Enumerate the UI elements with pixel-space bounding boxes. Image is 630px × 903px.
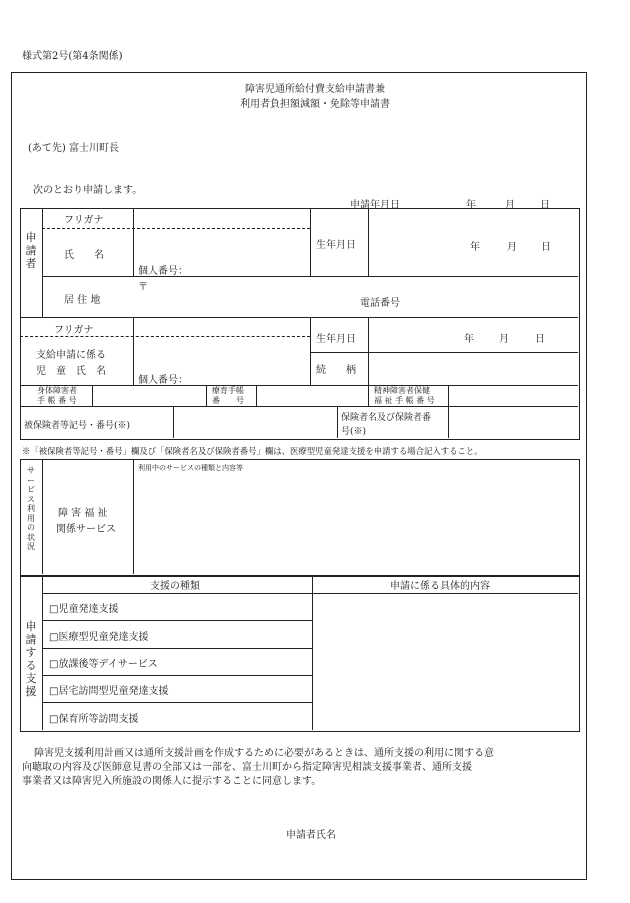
child-name-label-line2: 児 童 氏 名: [36, 366, 106, 377]
support-option-medical-child-development[interactable]: □医療型児童発達支援: [49, 632, 149, 643]
insured-number-label: 被保険者等記号・番号(※): [24, 421, 131, 431]
service-usage-section-label: サービス利用の状況: [27, 466, 35, 551]
rehab-cert-label-line2: 番 号: [212, 396, 244, 405]
mental-cert-label-line2: 福 祉 手 帳 番 号: [374, 396, 435, 405]
applicant-birth-month: 月: [507, 242, 517, 253]
support-detail-header: 申請に係る具体的内容: [390, 581, 490, 592]
support-section-label: 申請する支援: [25, 620, 37, 698]
support-option-after-school-day-service[interactable]: □放課後等デイサービス: [49, 659, 158, 670]
support-type-header: 支援の種類: [150, 581, 200, 592]
applicant-signature-label: 申請者氏名: [286, 830, 336, 841]
applicant-personal-number-label: 個人番号：: [138, 266, 188, 277]
child-birth-day: 日: [535, 334, 545, 345]
consent-line1: 障害児支援利用計画又は通所支援計画を作成するために必要があるときは、通所支援の利用に関する意: [34, 748, 494, 759]
form-title-line1: 障害児通所給付費支給申請書兼: [245, 84, 385, 95]
consent-line3: 事業者又は障害児入所施設の関係人に提示することに同意します。: [22, 776, 322, 787]
insurer-label-line2: 号(※): [341, 427, 367, 437]
applicant-furigana-label: フリガナ: [64, 215, 104, 226]
intro-text: 次のとおり申請します。: [33, 185, 143, 196]
rehab-cert-label-line1: 療育手帳: [212, 386, 244, 395]
applicant-name-label: 氏 名: [64, 250, 104, 261]
child-personal-number-label: 個人番号：: [138, 375, 188, 386]
service-category-line2: 関係サービス: [56, 524, 116, 535]
physical-cert-label-line2: 手 帳 番 号: [37, 396, 77, 405]
date-day: 日: [540, 200, 550, 211]
date-month: 月: [505, 200, 515, 211]
phone-label: 電話番号: [360, 298, 400, 309]
support-option-nursery-visit-support[interactable]: □保育所等訪問支援: [49, 714, 139, 725]
application-date-label: 申請年月日: [350, 200, 400, 211]
form-title-line2: 利用者負担額減額・免除等申請書: [240, 99, 390, 110]
postal-mark: 〒: [138, 282, 148, 293]
child-relation-label: 続 柄: [316, 365, 356, 376]
support-option-child-development[interactable]: □児童発達支援: [49, 604, 119, 615]
applicant-birth-year: 年: [470, 242, 480, 253]
mental-cert-label-line1: 精神障害者保健: [374, 386, 430, 395]
child-birth-year: 年: [464, 334, 474, 345]
child-furigana-label: フリガナ: [54, 325, 94, 336]
child-birth-month: 月: [499, 334, 509, 345]
support-option-home-visit-development[interactable]: □居宅訪問型児童発達支援: [49, 686, 169, 697]
note-text: ※「被保険者等記号・番号」欄及び「保険者名及び保険者番号」欄は、医療型児童発達支援を申請する場合記入すること。: [22, 446, 483, 456]
physical-cert-label-line1: 身体障害者: [37, 386, 77, 395]
applicant-address-label: 居 住 地: [64, 295, 101, 306]
service-content-label: 利用中のサービスの種類と内容等: [138, 464, 243, 472]
form-number: 様式第2号(第4条関係): [22, 51, 123, 62]
child-name-label-line1: 支給申請に係る: [36, 350, 106, 361]
insurer-label-line1: 保険者名及び保険者番: [341, 413, 432, 423]
applicant-birth-day: 日: [541, 242, 551, 253]
child-birthdate-label: 生年月日: [316, 334, 356, 345]
service-category-line1: 障 害 福 祉: [58, 508, 108, 519]
applicant-section-label: 申請者: [25, 231, 37, 270]
date-year: 年: [466, 200, 476, 211]
applicant-birthdate-label: 生年月日: [316, 240, 356, 251]
addressee: (あて先) 富士川町長: [28, 143, 119, 154]
consent-line2: 向聴取の内容及び医師意見書の全部又は一部を、富士川町から指定障害児相談支援事業者、通所支援: [22, 762, 472, 773]
